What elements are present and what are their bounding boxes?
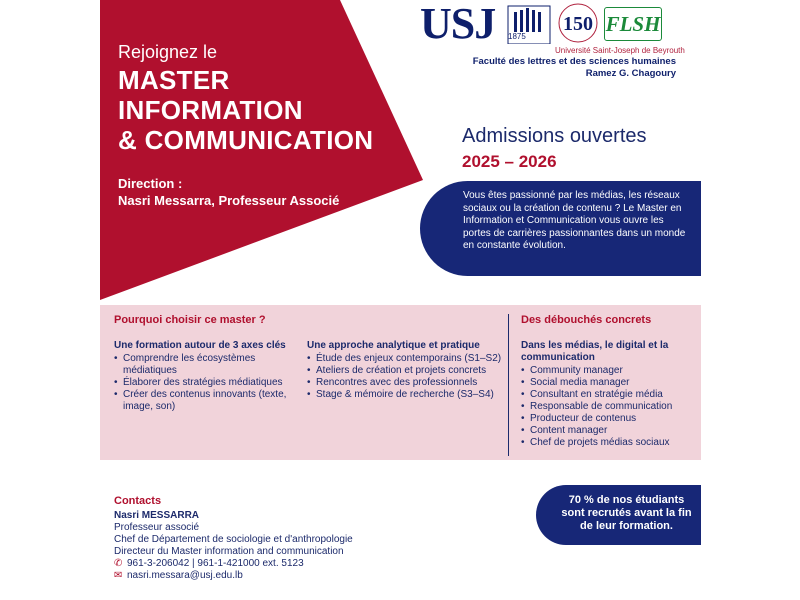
hero-intro: Rejoignez le [118, 42, 218, 62]
why-title: Pourquoi choisir ce master ? [114, 314, 266, 326]
approach-list [307, 353, 507, 401]
axes-column [114, 340, 294, 413]
contacts-block [114, 495, 353, 582]
list-item: • Community manager [521, 365, 693, 377]
email-link[interactable]: nasri.messara@usj.edu.lb [127, 570, 243, 581]
approach-heading: Une approche analytique et pratique [307, 340, 480, 351]
contact-name: Nasri MESSARRA [114, 510, 200, 521]
list-item: • Ateliers de création et projets concrets [307, 365, 507, 377]
director-name: Nasri Messarra, Professeur Associé [118, 193, 340, 208]
faculty-line: Faculté des lettres et des sciences humaines [472, 56, 676, 67]
outlets-title: Des débouchés concrets [521, 314, 652, 326]
hero-text [118, 42, 373, 209]
contact-role: Professeur associé [114, 522, 200, 533]
direction-label: Direction : [118, 176, 183, 191]
contact-role: Chef de Département de sociologie et d'anthropologie [114, 534, 353, 545]
list-item: • Élaborer des stratégies médiatiques [114, 377, 294, 389]
list-item: • Chef de projets médias sociaux [521, 437, 693, 449]
list-item: • Stage & mémoire de recherche (S3–S4) [307, 389, 507, 401]
usj-year: 1875 [508, 32, 526, 41]
phone-icon: ✆ [114, 558, 123, 569]
admissions-years: 2025 – 2026 [462, 152, 557, 171]
phone-numbers[interactable]: 961-3-206042 | 961-1-421000 ext. 5123 [127, 558, 304, 569]
axes-heading: Une formation autour de 3 axes clés [114, 340, 286, 351]
axes-list [114, 353, 294, 413]
admissions-block [462, 125, 647, 172]
panel-divider [508, 314, 509, 456]
list-item: • Créer des contenus innovants (texte, image, son) [114, 389, 294, 413]
list-item: • Responsable de communication [521, 401, 693, 413]
list-item: • Consultant en stratégie média [521, 389, 693, 401]
outlets-list [521, 365, 693, 449]
faculty-name [473, 56, 676, 80]
flsh-logo: FLSH [604, 7, 662, 41]
list-item: • Social media manager [521, 377, 693, 389]
outlets-heading: Dans les médias, le digital et la communication [521, 340, 669, 363]
list-item: • Content manager [521, 425, 693, 437]
contacts-title: Contacts [114, 495, 162, 507]
hero-title-line: MASTER [118, 65, 230, 95]
hero-title-line: INFORMATION [118, 95, 303, 125]
list-item: • Étude des enjeux contemporains (S1–S2) [307, 353, 507, 365]
hero-title-line: & COMMUNICATION [118, 125, 374, 155]
outlets-column [521, 340, 693, 449]
anniversary-seal-icon [554, 2, 602, 44]
mail-icon: ✉ [114, 570, 123, 581]
approach-column [307, 340, 507, 401]
faculty-line: Ramez G. Chagoury [585, 68, 676, 79]
usj-logo: USJ [420, 0, 496, 48]
list-item: • Rencontres avec des professionnels [307, 377, 507, 389]
contact-role: Directeur du Master information and communication [114, 546, 344, 557]
logo-block [420, 2, 690, 82]
phone-line [114, 558, 353, 570]
admissions-title: Admissions ouvertes [462, 125, 647, 147]
stat-box: 70 % de nos étudiants sont recrutés avant la fin de leur formation. [536, 485, 701, 545]
email-line [114, 570, 353, 582]
list-item: • Comprendre les écosystèmes médiatiques [114, 353, 294, 377]
list-item: • Producteur de contenus [521, 413, 693, 425]
intro-box: Vous êtes passionné par les médias, les réseaux sociaux ou la création de contenu ? Le Master en Information et Communication vous ouvre les portes de carrières passionnantes dans un monde en constante évolution. [420, 181, 701, 276]
anniversary-number: 150 [563, 13, 593, 35]
university-name: Université Saint-Joseph de Beyrouth [555, 46, 685, 55]
